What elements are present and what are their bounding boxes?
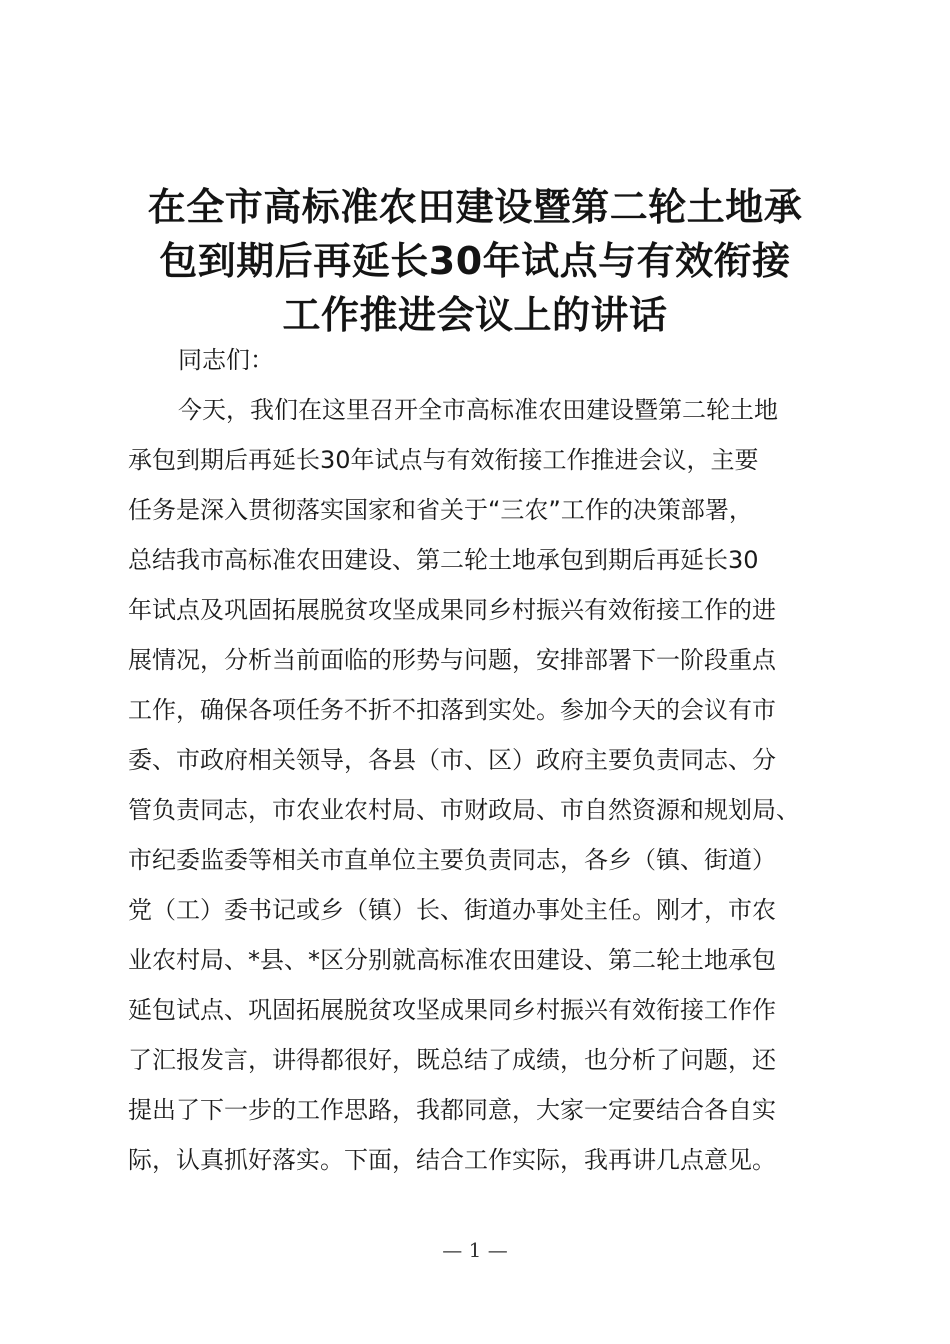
paragraph-line: 市纪委监委等相关市直单位主要负责同志，各乡（镇、街道）	[128, 846, 776, 874]
paragraph-line: 工作，确保各项任务不折不扣落到实处。参加今天的会议有市	[128, 696, 776, 724]
paragraph-line: 年试点及巩固拓展脱贫攻坚成果同乡村振兴有效衔接工作的进	[128, 596, 776, 624]
title-line: 在全市高标准农田建设暨第二轮土地承	[147, 185, 803, 229]
paragraph-line: 管负责同志，市农业农村局、市财政局、市自然资源和规划局、	[128, 796, 800, 824]
paragraph-line: 业农村局、*县、*区分别就高标准农田建设、第二轮土地承包	[128, 946, 776, 974]
paragraph-line: 任务是深入贯彻落实国家和省关于“三农”工作的决策部署，	[128, 496, 753, 524]
paragraph-line: 党（工）委书记或乡（镇）长、街道办事处主任。刚才，市农	[128, 896, 776, 924]
paragraph-line: 委、市政府相关领导，各县（市、区）政府主要负责同志、分	[128, 746, 776, 774]
salutation: 同志们：	[178, 346, 274, 374]
title-line: 工作推进会议上的讲话	[282, 293, 668, 337]
paragraph-line: 承包到期后再延长30年试点与有效衔接工作推进会议，主要	[128, 446, 759, 474]
paragraph-line: 了汇报发言，讲得都很好，既总结了成绩，也分析了问题，还	[128, 1046, 776, 1074]
paragraph-line: 际，认真抓好落实。下面，结合工作实际，我再讲几点意见。	[128, 1146, 776, 1174]
paragraph-line: 延包试点、巩固拓展脱贫攻坚成果同乡村振兴有效衔接工作作	[128, 996, 776, 1024]
paragraph-line: 今天，我们在这里召开全市高标准农田建设暨第二轮土地	[178, 396, 778, 424]
page-number: — 1 —	[442, 1238, 508, 1262]
document-title	[95, 180, 855, 342]
paragraph-line: 总结我市高标准农田建设、第二轮土地承包到期后再延长30	[128, 546, 759, 574]
paragraph-line: 提出了下一步的工作思路，我都同意，大家一定要结合各自实	[128, 1096, 776, 1124]
paragraph-line: 展情况，分析当前面临的形势与问题，安排部署下一阶段重点	[128, 646, 776, 674]
document-body	[128, 335, 828, 1185]
opening-paragraph	[128, 385, 828, 1185]
title-line: 包到期后再延长30年试点与有效衔接	[159, 239, 791, 283]
